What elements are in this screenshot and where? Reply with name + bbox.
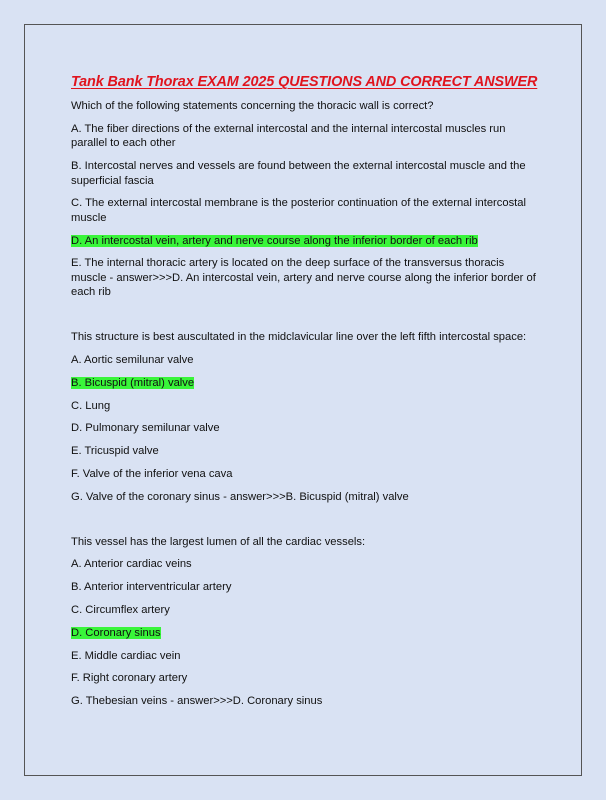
answer-option-correct [71,234,541,249]
answer-option: E. The internal thoracic artery is located on the deep surface of the transversus thoracis muscle - answer>>>D. An intercostal vein, artery and nerve course along the inferior border of each rib [71,257,536,299]
correct-answer-highlight: B. Bicuspid (mitral) valve [71,376,195,389]
answer-option: F. Valve of the inferior vena cava [71,468,233,481]
answer-option-correct [71,376,541,391]
answer-option: C. Circumflex artery [71,604,170,617]
document-title: Tank Bank Thorax EXAM 2025 QUESTIONS AND CORRECT ANSWER [71,74,538,90]
answer-option: A. The fiber directions of the external intercostal and the internal intercostal muscles run parallel to each other [71,122,506,150]
answer-option: F. Right coronary artery [71,672,188,685]
correct-answer-highlight: D. Coronary sinus [71,626,161,639]
question-1 [71,99,541,300]
question-3 [71,535,541,709]
answer-option: B. Intercostal nerves and vessels are found between the external intercostal muscle and the superficial fascia [71,160,526,187]
answer-option: G. Thebesian veins - answer>>>D. Coronary sinus [71,695,323,708]
answer-option: E. Middle cardiac vein [71,649,181,662]
answer-option: A. Aortic semilunar valve [71,354,194,367]
answer-option: G. Valve of the coronary sinus - answer>>>B. Bicuspid (mitral) valve [71,490,409,503]
answer-option: B. Anterior interventricular artery [71,581,232,594]
answer-option: C. Lung [71,399,111,412]
document-content [71,74,541,717]
spacer [71,513,541,535]
correct-answer-highlight: D. An intercostal vein, artery and nerve course along the inferior border of each rib [71,234,478,247]
answer-option: D. Pulmonary semilunar valve [71,422,220,435]
question-stem: This vessel has the largest lumen of all the cardiac vessels: [71,535,366,548]
spacer [71,308,541,330]
answer-option: C. The external intercostal membrane is the posterior continuation of the external intercostal muscle [71,197,526,224]
question-2 [71,330,541,504]
answer-option: A. Anterior cardiac veins [71,558,192,571]
answer-option: E. Tricuspid valve [71,445,159,458]
question-stem: This structure is best auscultated in the midclavicular line over the left fifth intercostal space: [71,331,527,344]
question-stem: Which of the following statements concerning the thoracic wall is correct? [71,100,434,112]
answer-option-correct [71,626,541,641]
